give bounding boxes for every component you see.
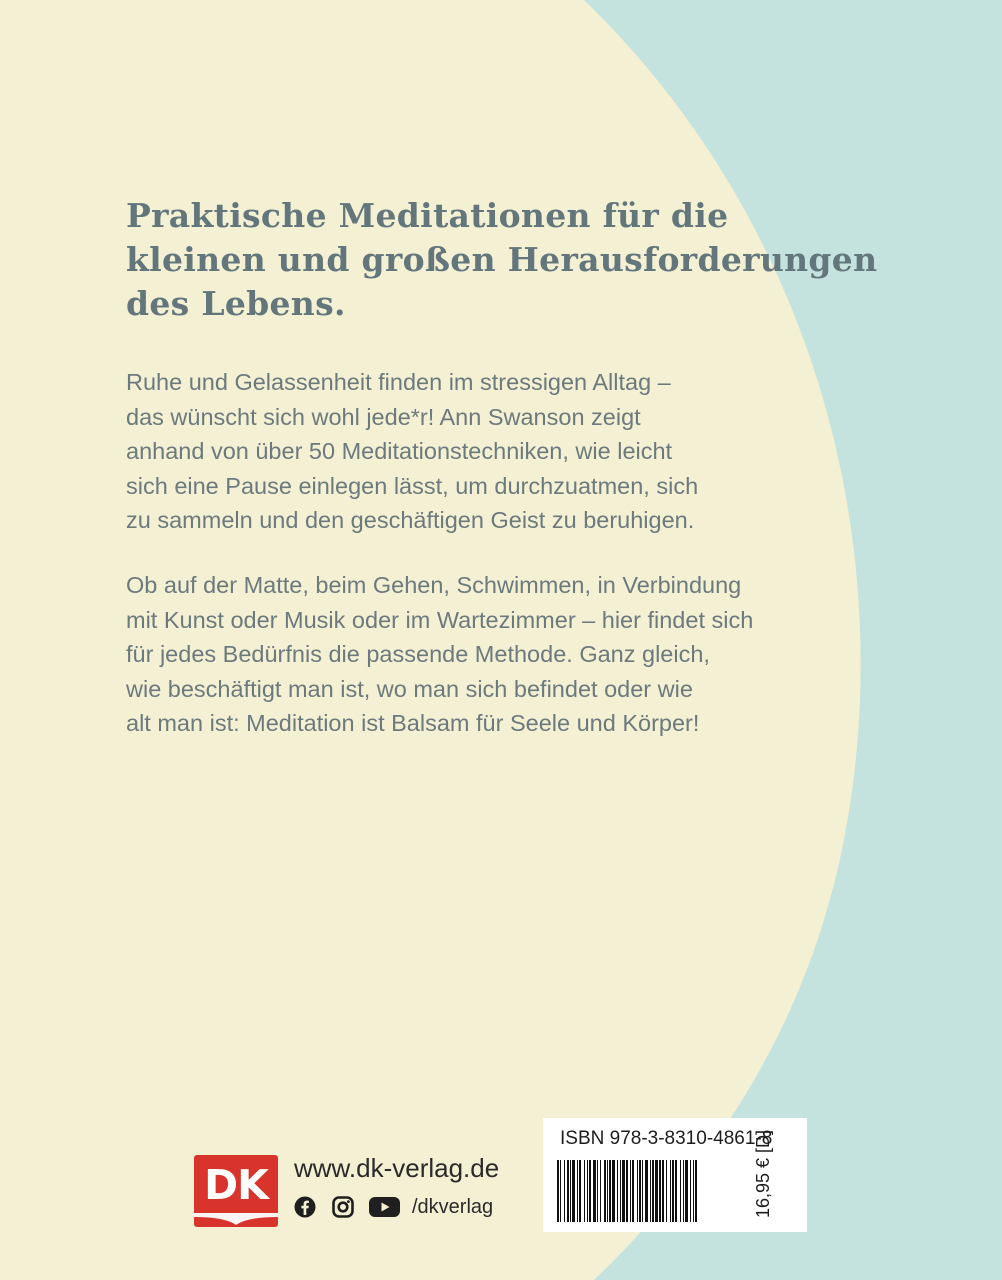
- instagram-icon[interactable]: [332, 1196, 354, 1218]
- paragraph-line: Ruhe und Gelassenheit finden im stressigen Alltag –: [126, 369, 671, 395]
- dk-logo: [194, 1155, 278, 1227]
- description-paragraph-2: [126, 568, 846, 741]
- dk-logo-text: DK: [204, 1161, 268, 1209]
- headline: [126, 194, 878, 326]
- headline-line: Praktische Meditationen für die: [126, 196, 729, 235]
- book-shape-icon: [194, 1213, 278, 1227]
- headline-line: kleinen und großen Herausforderungen: [126, 240, 878, 279]
- paragraph-line: alt man ist: Meditation ist Balsam für Seele und Körper!: [126, 710, 700, 736]
- paragraph-line: Ob auf der Matte, beim Gehen, Schwimmen, in Verbindung: [126, 572, 742, 598]
- publisher-website-link[interactable]: www.dk-verlag.de: [294, 1153, 500, 1183]
- barcode-image: [557, 1160, 777, 1222]
- facebook-icon[interactable]: [294, 1196, 316, 1218]
- paragraph-line: für jedes Bedürfnis die passende Methode. Ganz gleich,: [126, 641, 710, 667]
- headline-line: des Lebens.: [126, 284, 346, 323]
- social-handle[interactable]: /dkverlag: [412, 1196, 494, 1218]
- price-text: 16,95 € [D]: [753, 1129, 773, 1218]
- paragraph-line: das wünscht sich wohl jede*r! Ann Swanson zeigt: [126, 403, 641, 430]
- isbn-text: ISBN 978-3-8310-4861-8: [560, 1128, 773, 1149]
- paragraph-line: anhand von über 50 Meditationstechniken, wie leicht: [126, 438, 673, 464]
- paragraph-line: mit Kunst oder Musik oder im Wartezimmer – hier findet sich: [126, 606, 754, 633]
- description-paragraph-1: [126, 365, 846, 538]
- paragraph-line: sich eine Pause einlegen lässt, um durchzuatmen, sich: [126, 472, 699, 499]
- paragraph-line: zu sammeln und den geschäftigen Geist zu beruhigen.: [126, 507, 695, 533]
- barcode-label: [543, 1118, 807, 1232]
- youtube-icon[interactable]: [369, 1196, 400, 1218]
- paragraph-line: wie beschäftigt man ist, wo man sich befindet oder wie: [126, 675, 693, 702]
